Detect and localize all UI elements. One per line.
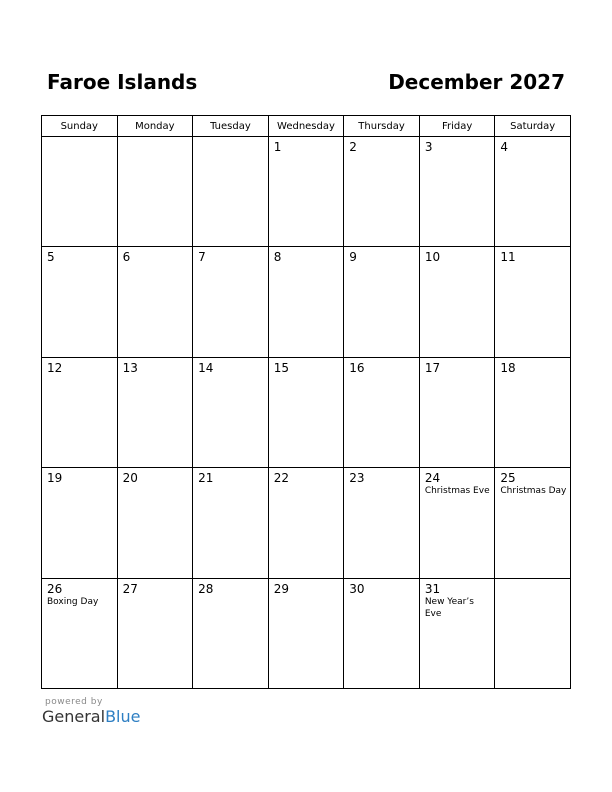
day-cell [193, 468, 269, 578]
day-number: 2 [349, 140, 357, 154]
day-cell [344, 357, 420, 467]
day-cell [117, 357, 193, 467]
weekday-wednesday: Wednesday [268, 116, 344, 137]
day-number: 1 [273, 140, 282, 154]
weekday-thursday: Thursday [344, 116, 420, 137]
country-title: Faroe Islands [47, 70, 198, 94]
day-cell [42, 247, 118, 357]
day-cell [495, 247, 571, 357]
day-number: 23 [349, 471, 365, 486]
day-number: 5 [47, 250, 55, 265]
day-number: 25 [500, 471, 516, 486]
day-number: 17 [424, 360, 441, 375]
brand-blue-text: Blue [105, 707, 141, 726]
day-number [193, 137, 268, 140]
weekday-tuesday: Tuesday [193, 116, 269, 137]
day-cell [495, 137, 571, 247]
footer-branding [42, 697, 140, 727]
weekday-sunday: Sunday [42, 116, 118, 137]
day-number: 13 [122, 360, 138, 375]
day-cell [495, 578, 571, 688]
day-number: 18 [500, 360, 516, 375]
day-number: 20 [122, 471, 138, 486]
day-cell [193, 357, 269, 467]
holiday-label: Christmas Eve [424, 486, 490, 497]
day-number: 14 [198, 360, 214, 375]
week-row-2 [42, 247, 571, 357]
holiday-label: Christmas Day [500, 486, 567, 497]
week-row-4 [42, 468, 571, 578]
day-cell [42, 357, 118, 467]
day-number: 31 [424, 581, 441, 596]
day-cell [419, 357, 495, 467]
week-row-3 [42, 357, 571, 467]
brand-general-text: General [42, 707, 106, 726]
day-cell [42, 578, 118, 688]
day-number: 10 [424, 250, 441, 265]
powered-by-text: powered by [45, 697, 103, 707]
day-cell [344, 247, 420, 357]
day-cell [419, 247, 495, 357]
day-cell [495, 468, 571, 578]
day-cell [42, 137, 118, 247]
day-number: 28 [198, 581, 214, 596]
weekday-saturday: Saturday [495, 116, 571, 137]
day-number: 27 [122, 581, 138, 596]
weekday-header-row [42, 116, 571, 137]
day-number: 7 [198, 250, 206, 265]
day-number: 21 [198, 471, 214, 486]
day-cell [419, 468, 495, 578]
day-cell [193, 247, 269, 357]
day-cell [117, 578, 193, 688]
day-number [118, 137, 193, 140]
calendar-header [47, 70, 565, 100]
day-cell [42, 468, 118, 578]
day-number: 12 [47, 360, 63, 375]
weekday-friday: Friday [419, 116, 495, 137]
day-number: 24 [424, 471, 441, 486]
month-year-title: December 2027 [388, 70, 565, 94]
day-cell [495, 357, 571, 467]
day-cell [344, 578, 420, 688]
day-number: 4 [500, 140, 509, 154]
weekday-monday: Monday [117, 116, 193, 137]
day-cell [419, 578, 495, 688]
day-cell [268, 578, 344, 688]
week-row-5 [42, 578, 571, 688]
day-number: 6 [122, 250, 131, 265]
day-number: 30 [349, 581, 365, 596]
day-number: 3 [424, 140, 433, 154]
day-number: 9 [349, 250, 357, 265]
day-number: 15 [273, 360, 289, 375]
week-row-1 [42, 137, 571, 247]
day-cell [344, 468, 420, 578]
day-cell [193, 137, 269, 247]
day-cell [268, 247, 344, 357]
calendar-grid [41, 115, 571, 689]
day-cell [419, 137, 495, 247]
day-number: 26 [47, 581, 63, 596]
day-number [42, 137, 117, 140]
day-number: 29 [273, 581, 289, 596]
day-number: 16 [349, 360, 365, 375]
day-cell [117, 468, 193, 578]
day-number: 11 [500, 250, 516, 265]
holiday-label: New Year’s Eve [424, 596, 474, 619]
day-cell [268, 468, 344, 578]
day-cell [268, 357, 344, 467]
holiday-label: Boxing Day [47, 596, 99, 607]
day-number: 22 [273, 471, 289, 486]
day-number: 19 [47, 471, 63, 486]
day-number: 8 [273, 250, 282, 265]
day-cell [117, 137, 193, 247]
day-number [495, 579, 570, 582]
day-cell [193, 578, 269, 688]
day-cell [344, 137, 420, 247]
day-cell [268, 137, 344, 247]
generalblue-logo[interactable] [42, 707, 140, 727]
day-cell [117, 247, 193, 357]
